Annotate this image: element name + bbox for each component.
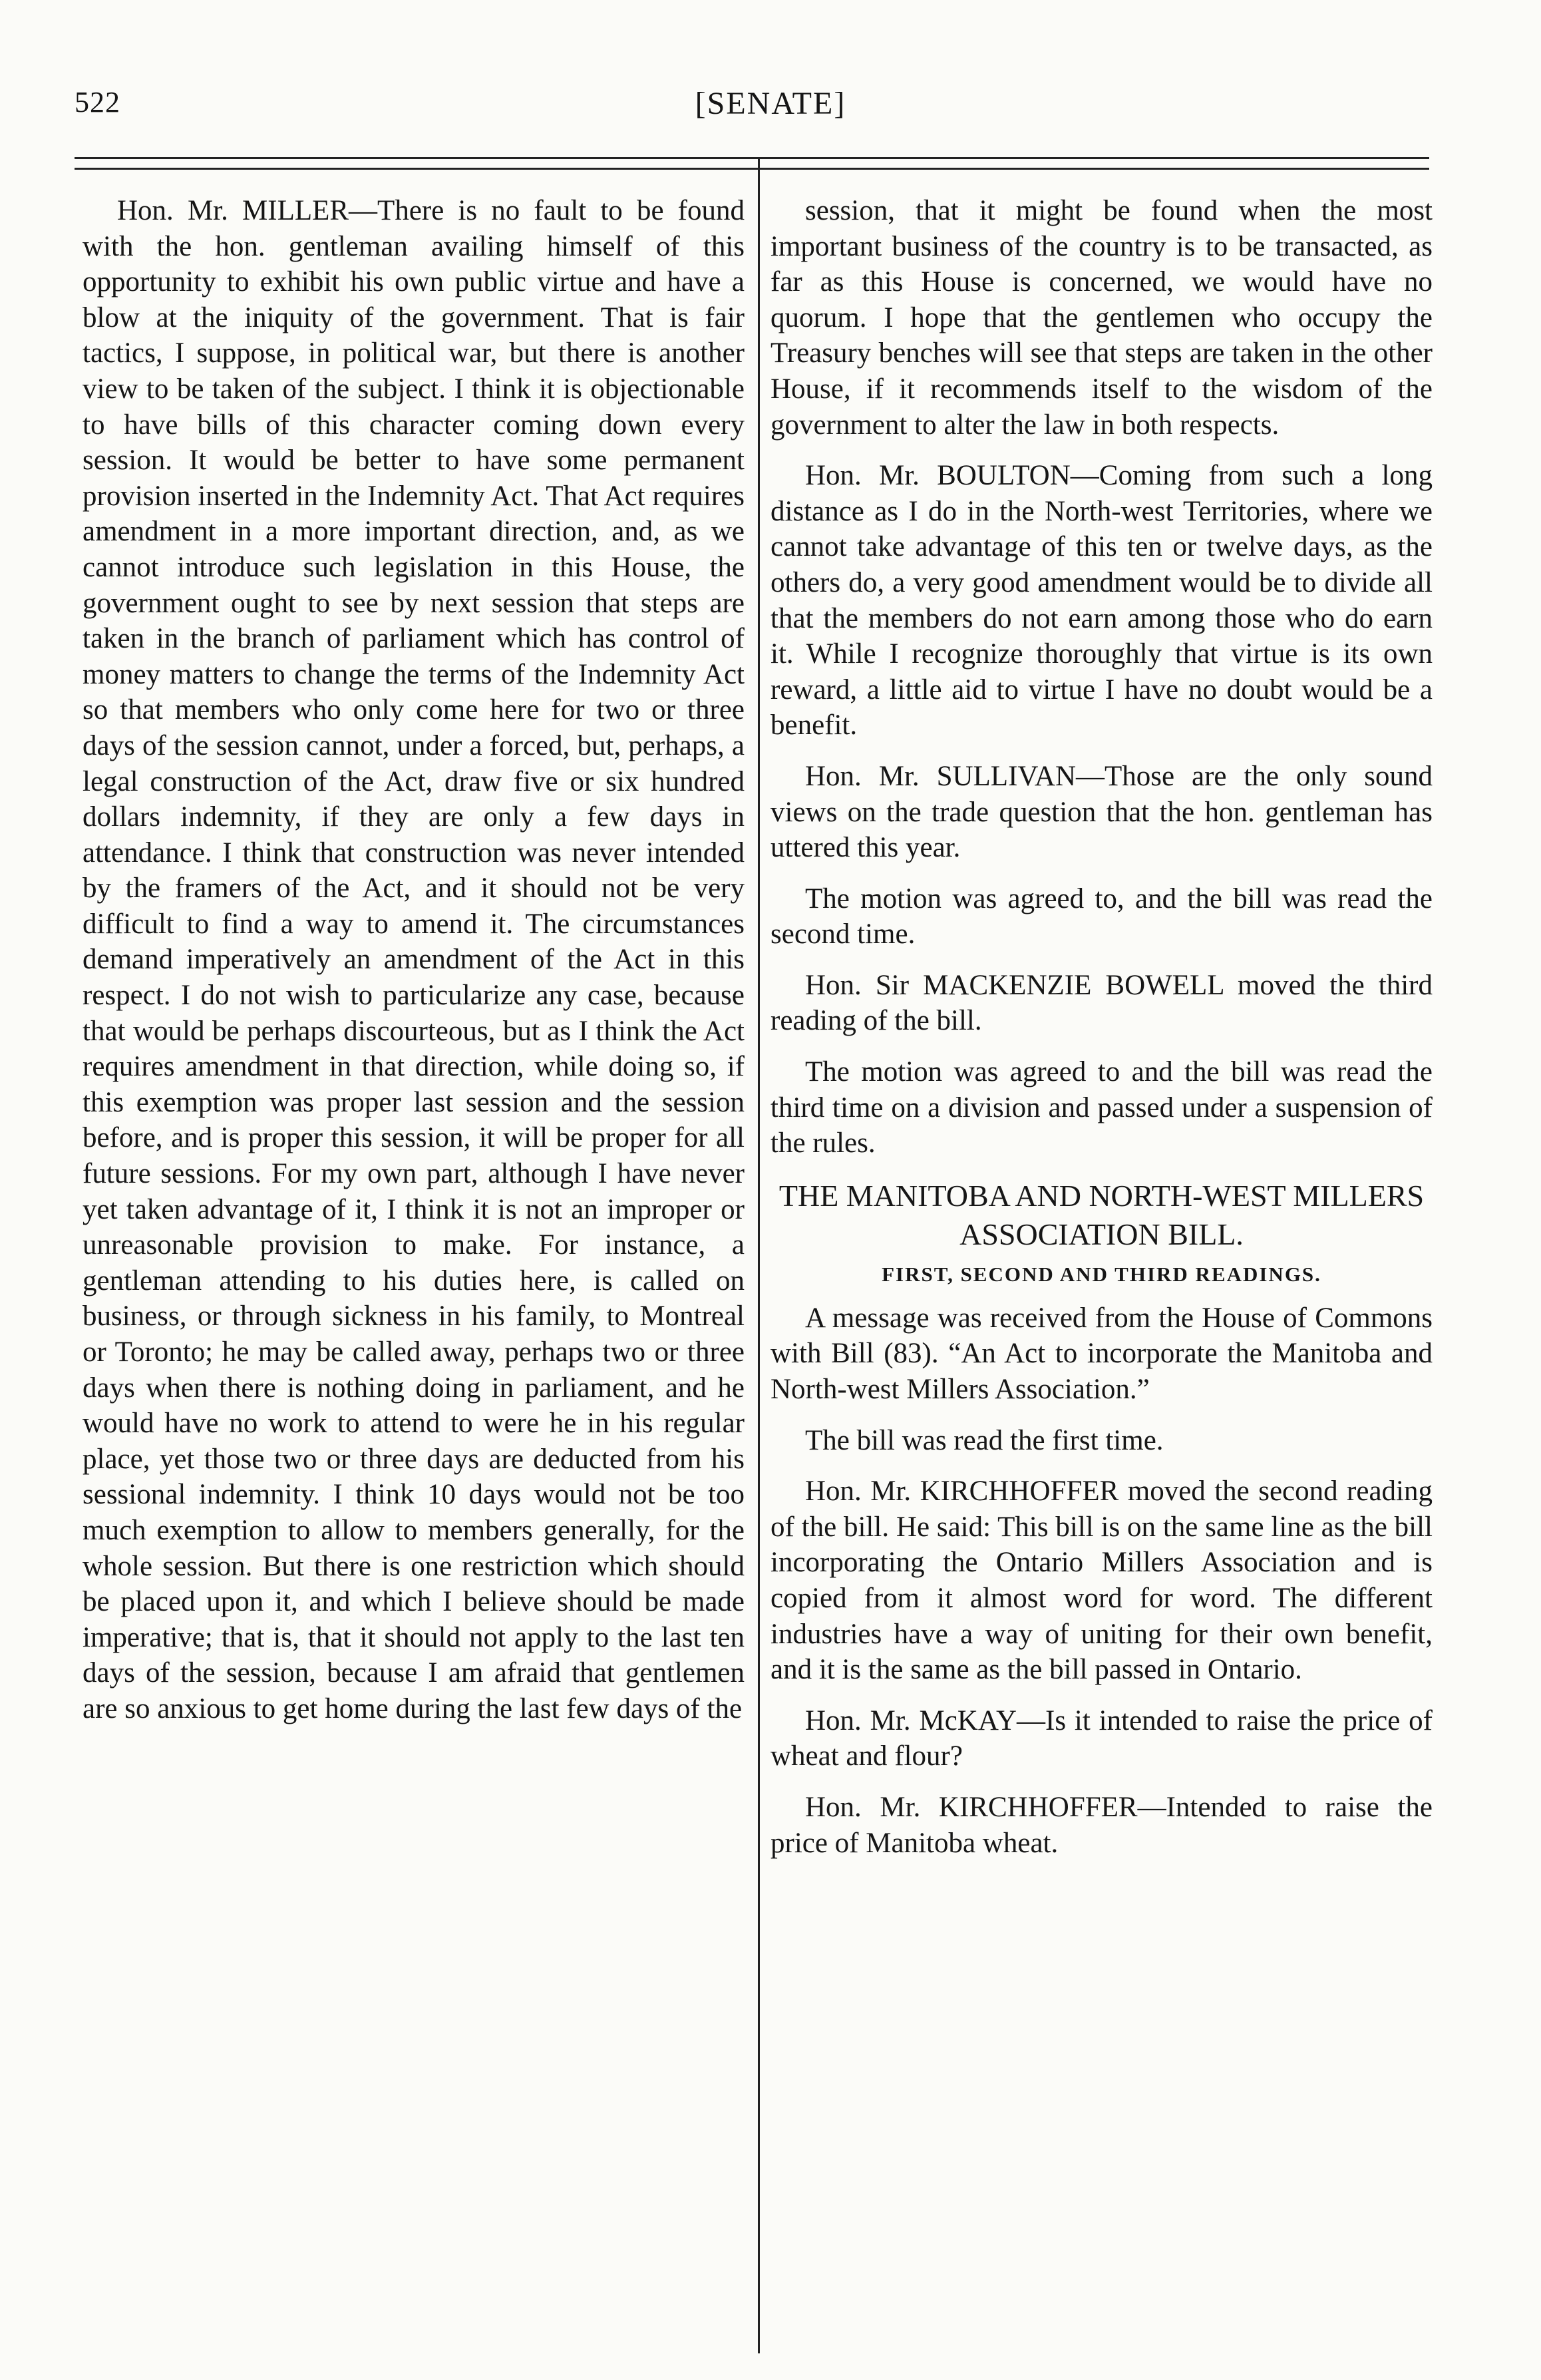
section-heading: THE MANITOBA AND NORTH-WEST MILLERS ASSOCIATION BILL. [778, 1178, 1425, 1251]
paragraph-miller-speech: Hon. Mr. MILLER—There is no fault to be found with the hon. gentleman availing himself of this opportunity to exhibit his own public virtue and have a blow at the iniquity of the government. That is fair tactics, I suppose, in political war, but there is another view to be taken of the subject. I think it is objectionable to have bills of this character coming down every session. It would be better to have some permanent provision inserted in the Indemnity Act. That Act requires amendment in a more important direction, and, as we cannot introduce such legislation in this House, the government ought to see by next session that steps are taken in the branch of parliament which has control of money matters to change the terms of the Indemnity Act so that members who only come here for two or three days of the session cannot, under a forced, but, perhaps, a legal construction of the Act, draw five or six hundred dollars indemnity, if they are only a few days in attendance. I think that construction was never intended by the framers of the Act, and it should not be very difficult to find a way to amend it. The circumstances demand imperatively an amendment of the Act in this respect. I do not wish to particularize any case, because that would be perhaps discourteous, but as I think the Act requires amendment in that direction, while doing so, if this exemption was proper last session and the session before, and is proper this session, it will be proper for all future sessions. For my own part, although I have never yet taken advantage of it, I think it is not an improper or unreasonable provision to make. For instance, a gentleman attending to his duties here, is called on business, or through sickness in his family, to Montreal or Toronto; he may be called away, perhaps two or three days when there is nothing doing in parliament, and he would have no work to attend to were he in his regular place, yet those two or three days are deducted from his sessional indemnity. I think 10 days would not be too much exemption to allow to members generally, for the whole session. But there is one restriction which should be placed upon it, and which I believe should be made imperative; that is, that it should not apply to the last ten days of the session, because I am afraid that gentlemen are so anxious to get home during the last few days of the [83, 195, 745, 1724]
left-column [83, 193, 745, 1727]
running-head: [SENATE] [695, 86, 846, 121]
paragraph-bowell-motion: Hon. Sir MACKENZIE BOWELL moved the third reading of the bill. [770, 969, 1433, 1037]
paragraph-first-reading: The bill was read the first time. [805, 1424, 1164, 1456]
section-subheading: FIRST, SECOND AND THIRD READINGS. [882, 1262, 1321, 1286]
paragraph-commons-message: A message was received from the House of Commons with Bill (83). “An Act to incorporate the Manitoba and North-west Millers Association.” [770, 1302, 1433, 1406]
paragraph-kirchhoffer-speech: Hon. Mr. KIRCHHOFFER moved the second reading of the bill. He said: This bill is on the same line as the bill incorporating the Ontario Millers Association and is copied from it almost word for word. The different industries have a way of uniting for their own benefit, and it is the same as the bill passed in Ontario. [770, 1476, 1433, 1686]
header-rule-bottom [75, 168, 1429, 170]
paragraph-third-reading: The motion was agreed to and the bill was read the third time on a division and passed under a suspension of the rules. [770, 1056, 1433, 1159]
header-rule-top [75, 157, 1429, 159]
paragraph-mckay-question: Hon. Mr. McKAY—Is it intended to raise the price of wheat and flour? [770, 1704, 1433, 1772]
paragraph-kirchhoffer-reply: Hon. Mr. KIRCHHOFFER—Intended to raise the price of Manitoba wheat. [770, 1791, 1433, 1859]
page-number: 522 [75, 86, 120, 118]
paragraph-boulton-speech: Hon. Mr. BOULTON—Coming from such a long distance as I do in the North-west Territories, where we cannot take advantage of this ten or twelve days, as the others do, a very good amendment would be to divide all that the members do not earn among those who do earn it. While I recognize thoroughly that virtue is its own reward, a little aid to virtue I have no doubt would be a benefit. [770, 460, 1433, 741]
paragraph-miller-speech-continued: session, that it might be found when the most important business of the country is to be transacted, as far as this House is concerned, we would have no quorum. I hope that the gentlemen who occupy the Treasury benches will see that steps are taken in the other House, if it recommends itself to the wisdom of the government to alter the law in both respects. [770, 195, 1433, 441]
column-divider [758, 157, 760, 2353]
right-column [770, 193, 1433, 1876]
paragraph-sullivan-speech: Hon. Mr. SULLIVAN—Those are the only sound views on the trade question that the hon. gentleman has uttered this year. [770, 760, 1433, 864]
paragraph-second-reading: The motion was agreed to, and the bill was read the second time. [770, 883, 1433, 950]
